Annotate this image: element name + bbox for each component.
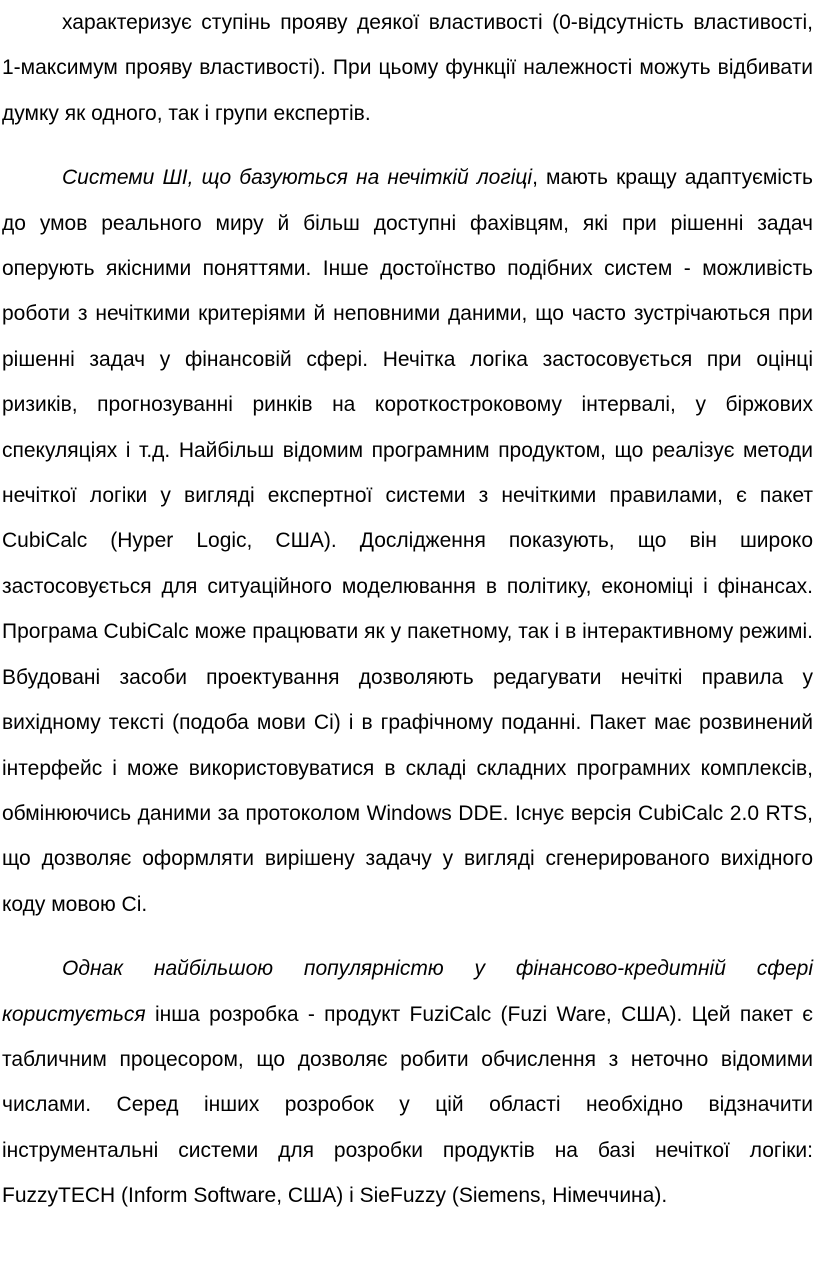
paragraph-italic-lead: Однак найбільшою популярністю у фінансово-кредитній сфері користується — [2, 957, 813, 1026]
paragraph-text: інша розробка - продукт FuziCalc (Fuzi Ware, США). Цей пакет є табличним процесором, що дозволяє робити обчислення з неточно відомими числами. Серед інших розробок у цій області необхідно відзначити інструментальні системи для розробки продуктів на базі нечіткої логіки: FuzzyTECH (Inform Software, США) і SieFuzzy (Siemens, Німеччина). — [2, 1002, 813, 1208]
paragraph-fuzzy-ai-systems — [2, 155, 813, 927]
paragraph-italic-lead: Системи ШІ, що базуються на нечіткій логіці — [62, 166, 533, 190]
paragraph-text: , мають кращу адаптуємість до умов реального миру й більш доступні фахівцям, які при рішенні задач оперують якісними поняттями. Інше достоїнство подібних систем - можливість роботи з нечіткими критеріями й неповними даними, що часто зустрічаються при рішенні задач у фінансовій сфері. Нечітка логіка застосовується при оцінці ризиків, прогнозуванні ринків на короткостроковому інтервалі, у біржових спекуляціях і т.д. Найбільш відомим програмним продуктом, що реалізує методи нечіткої логіки у вигляді експертної системи з нечіткими правилами, є пакет CubiCalc (Hyper Logic, США). Дослідження показують, що він широко застосовується для ситуаційного моделювання в політику, економіці і фінансах. Програма CubiCalc може працювати як у пакетному, так і в інтерактивному режимі. Вбудовані засоби проектування дозволяють редагувати нечіткі правила у вихідному тексті (подоба мови Сі) і в графічному поданні. Пакет має розвинений інтерфейс і може використовуватися в складі складних програмних комплексів, обмінюючись даними за протоколом Windows DDE. Існує версія CubiCalc 2.0 RTS, що дозволяє оформляти вирішену задачу у вигляді сгенерированого вихідного коду мовою Сі. — [2, 166, 813, 916]
paragraph-membership-function — [2, 0, 813, 136]
paragraph-fuzicalc — [2, 946, 813, 1218]
paragraph-text: характеризує ступінь прояву деякої властивості (0-відсутність властивості, 1-максимум прояву властивості). При цьому функції належності можуть відбивати думку як одного, так і групи експертів. — [2, 11, 813, 125]
